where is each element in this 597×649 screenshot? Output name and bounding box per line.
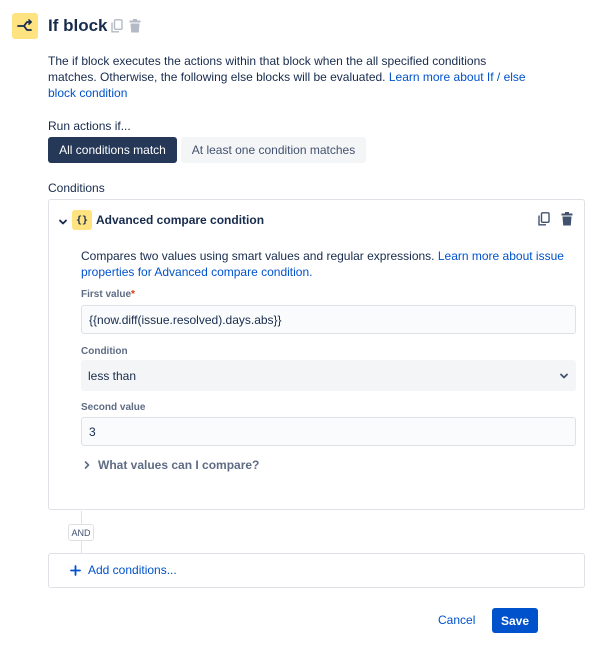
connector-line <box>81 511 82 524</box>
delete-block-button[interactable] <box>128 18 142 34</box>
connector-line <box>81 541 82 553</box>
condition-select-value: less than <box>88 368 137 383</box>
save-button[interactable]: Save <box>492 608 538 633</box>
condition-select[interactable] <box>81 360 576 391</box>
delete-condition-button[interactable] <box>561 212 573 231</box>
learn-more-issue-properties-link[interactable]: Learn more about issue properties for Advanced compare condition. <box>81 249 564 279</box>
collapse-condition-toggle[interactable] <box>58 214 68 232</box>
condition-description-text: Compares two values using smart values and regular expressions. <box>81 249 435 263</box>
add-conditions-label: Add conditions... <box>88 563 177 577</box>
copy-icon <box>538 212 550 226</box>
smart-value-icon: {} <box>72 210 92 230</box>
first-value-label <box>81 289 135 301</box>
add-conditions-button[interactable] <box>70 562 177 578</box>
learn-more-if-else-link[interactable]: Learn more about If / else block condition <box>48 70 526 100</box>
if-block-icon <box>12 13 38 39</box>
page-title: If block <box>48 16 108 35</box>
copy-icon <box>111 19 123 33</box>
at-least-one-condition-button[interactable]: At least one condition matches <box>181 137 366 163</box>
condition-label: Condition <box>81 346 128 357</box>
run-actions-label: Run actions if... <box>48 119 131 133</box>
conditions-label: Conditions <box>48 181 105 195</box>
cancel-button[interactable]: Cancel <box>438 613 476 627</box>
condition-title: Advanced compare condition <box>96 213 265 227</box>
chevron-right-icon <box>83 460 91 470</box>
trash-icon <box>561 212 573 226</box>
what-values-label: What values can I compare? <box>98 458 260 472</box>
what-values-expander[interactable] <box>83 458 259 472</box>
condition-description <box>81 248 571 280</box>
copy-condition-button[interactable] <box>538 212 550 231</box>
trash-icon <box>129 19 141 33</box>
plus-icon <box>70 565 81 576</box>
description-text: The if block executes the actions within that block when the all specified conditions matches. Otherwise, the following else blocks will be evaluated. <box>48 54 487 84</box>
first-value-label-text: First value <box>81 289 132 300</box>
and-badge: AND <box>68 524 94 541</box>
second-value-input[interactable]: 3 <box>81 417 576 446</box>
chevron-down-icon <box>58 217 68 227</box>
chevron-down-icon <box>559 371 569 381</box>
first-value-input[interactable]: {{now.diff(issue.resolved).days.abs}} <box>81 305 576 334</box>
all-conditions-match-button[interactable]: All conditions match <box>48 137 177 163</box>
block-description <box>48 53 538 101</box>
branch-icon <box>17 18 33 34</box>
required-marker: * <box>131 289 135 300</box>
second-value-label: Second value <box>81 402 146 413</box>
copy-block-button[interactable] <box>110 18 124 34</box>
